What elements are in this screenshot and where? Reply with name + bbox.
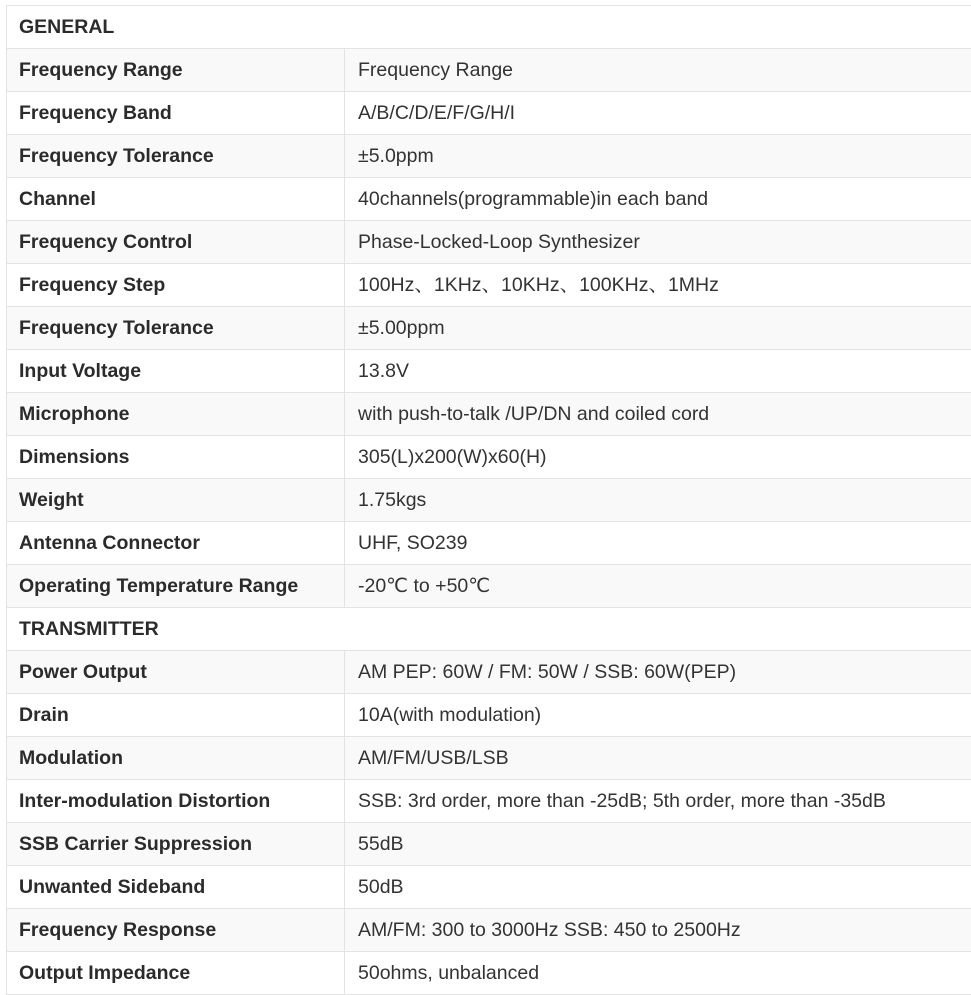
spec-value: Frequency Range [345,49,971,92]
section-header-general [7,6,971,49]
spec-value: 100Hz、1KHz、10KHz、100KHz、1MHz [345,264,971,307]
spec-value: 10A(with modulation) [345,694,971,737]
spec-row [7,694,971,737]
spec-row [7,952,971,995]
spec-value: 50ohms, unbalanced [345,952,971,995]
spec-value: UHF, SO239 [345,522,971,565]
spec-row [7,307,971,350]
spec-label: Frequency Control [7,221,345,264]
spec-value: with push-to-talk /UP/DN and coiled cord [345,393,971,436]
spec-value: SSB: 3rd order, more than -25dB; 5th order, more than -35dB [345,780,971,823]
spec-value: AM/FM/USB/LSB [345,737,971,780]
spec-label: Dimensions [7,436,345,479]
spec-row [7,178,971,221]
section-title: GENERAL [7,6,971,49]
spec-value: 55dB [345,823,971,866]
spec-label: Weight [7,479,345,522]
spec-row [7,651,971,694]
specifications-table [6,5,971,995]
spec-label: Unwanted Sideband [7,866,345,909]
spec-value: Phase-Locked-Loop Synthesizer [345,221,971,264]
spec-value: 50dB [345,866,971,909]
spec-value: 40channels(programmable)in each band [345,178,971,221]
spec-label: Inter-modulation Distortion [7,780,345,823]
spec-value: 1.75kgs [345,479,971,522]
spec-row [7,393,971,436]
spec-label: Microphone [7,393,345,436]
specifications-table-body [7,6,971,995]
spec-row [7,780,971,823]
spec-row [7,522,971,565]
spec-label: Frequency Tolerance [7,307,345,350]
spec-label: Frequency Tolerance [7,135,345,178]
spec-row [7,135,971,178]
spec-row [7,909,971,952]
spec-value: AM PEP: 60W / FM: 50W / SSB: 60W(PEP) [345,651,971,694]
spec-label: Antenna Connector [7,522,345,565]
spec-value: ±5.0ppm [345,135,971,178]
spec-value: -20℃ to +50℃ [345,565,971,608]
spec-row [7,264,971,307]
spec-value: A/B/C/D/E/F/G/H/I [345,92,971,135]
spec-label: Channel [7,178,345,221]
spec-label: Drain [7,694,345,737]
spec-label: SSB Carrier Suppression [7,823,345,866]
section-header-transmitter [7,608,971,651]
spec-row [7,823,971,866]
spec-row [7,479,971,522]
spec-label: Input Voltage [7,350,345,393]
spec-label: Frequency Range [7,49,345,92]
spec-row [7,221,971,264]
spec-row [7,49,971,92]
spec-label: Frequency Band [7,92,345,135]
spec-row [7,350,971,393]
spec-row [7,565,971,608]
spec-value: 13.8V [345,350,971,393]
spec-value: 305(L)x200(W)x60(H) [345,436,971,479]
spec-row [7,866,971,909]
spec-label: Operating Temperature Range [7,565,345,608]
spec-label: Frequency Step [7,264,345,307]
spec-label: Power Output [7,651,345,694]
spec-label: Frequency Response [7,909,345,952]
spec-value: ±5.00ppm [345,307,971,350]
spec-row [7,737,971,780]
spec-label: Output Impedance [7,952,345,995]
spec-row [7,436,971,479]
spec-row [7,92,971,135]
spec-label: Modulation [7,737,345,780]
section-title: TRANSMITTER [7,608,971,651]
spec-value: AM/FM: 300 to 3000Hz SSB: 450 to 2500Hz [345,909,971,952]
